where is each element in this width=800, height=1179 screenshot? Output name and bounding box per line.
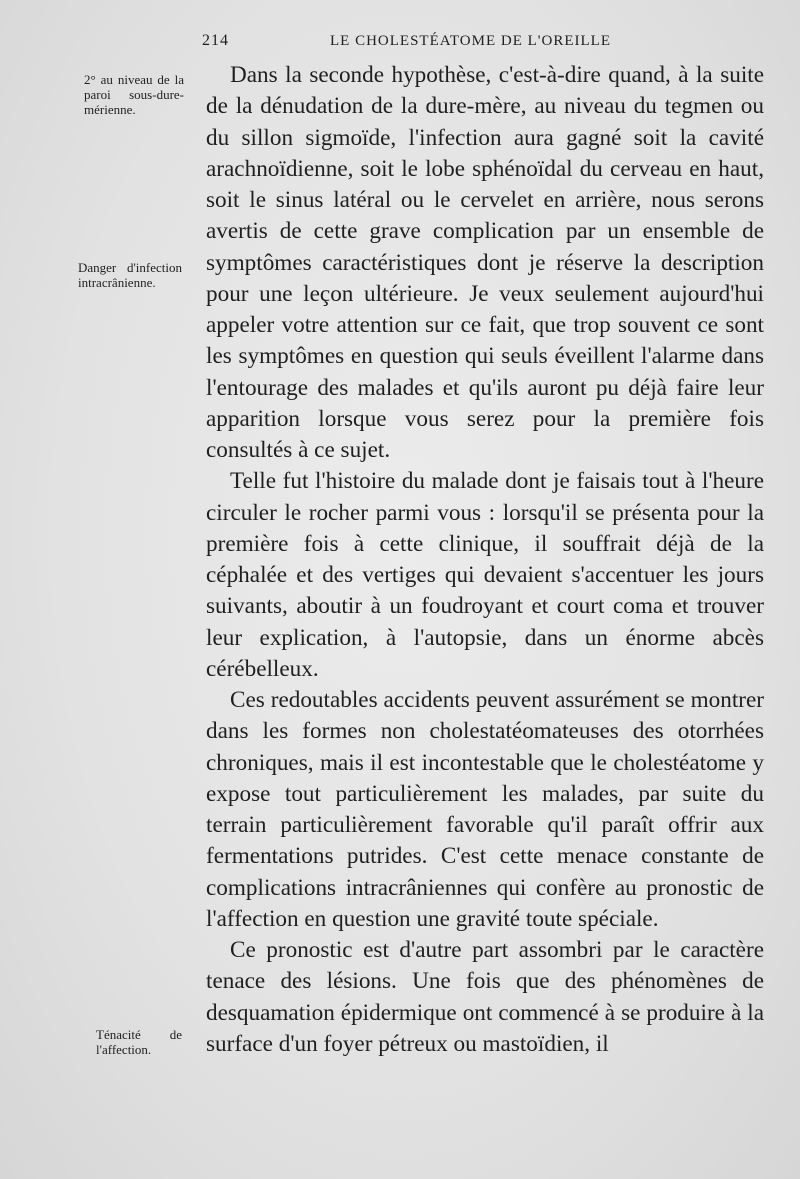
margin-note-dure-mere: 2° au niveau de la paroi sous-dure-mérienne. xyxy=(84,72,184,117)
paragraph: Dans la seconde hypothèse, c'est-à-dire quand, à la suite de la dénudation de la dure-mère, au niveau du tegmen ou du sillon sigmoïde, l'infection aura gagné soit la cavité arachnoïdienne, soit le lobe sphénoïdal du cerveau en haut, soit le sinus latéral ou le cervelet en arrière, nous serons avertis de cette grave complication par un ensemble de symptômes caractéristiques dont je réserve la description pour une leçon ultérieure. Je veux seulement aujourd'hui appeler votre attention sur ce fait, que trop souvent ce sont les symptômes en question qui seuls éveillent l'alarme dans l'entourage des malades et qu'ils auront pu déjà faire leur apparition lorsque vous serez pour la première fois consultés à ce sujet. xyxy=(206,62,764,463)
paragraph: Ce pronostic est d'autre part assombri par le caractère tenace des lésions. Une fois que des phénomènes de desquamation épidermique ont commencé à se produire à la surface d'un foyer pétreux ou mastoïdien, il xyxy=(206,937,764,1057)
running-title: LE CHOLESTÉATOME DE L'OREILLE xyxy=(330,33,611,49)
margin-note-danger-infection: Danger d'infection intracrânienne. xyxy=(78,260,182,290)
paragraph: Ces redoutables accidents peuvent assurément se montrer dans les formes non cholestatéomateuses des otorrhées chroniques, mais il est incontestable que le cholestéatome y expose tout particulièrement les malades, par suite du terrain particulièrement favorable qu'il paraît offrir aux fermentations putrides. C'est cette menace constante de complications intracrâniennes qui confère au pronostic de l'affection en question une gravité toute spéciale. xyxy=(206,687,764,932)
page-number: 214 xyxy=(202,32,229,49)
main-text xyxy=(206,60,764,1060)
margin-note-tenacite: Ténacité de l'affection. xyxy=(96,1027,182,1057)
running-header xyxy=(0,30,800,56)
paragraph: Telle fut l'histoire du malade dont je faisais tout à l'heure circuler le rocher parmi vous : lorsqu'il se présenta pour la première fois à cette clinique, il souffrait déjà de la céphalée et des vertiges qui devaient s'accentuer les jours suivants, aboutir à un foudroyant et court coma et trouver leur explication, à l'autopsie, dans un énorme abcès cérébelleux. xyxy=(206,468,764,682)
